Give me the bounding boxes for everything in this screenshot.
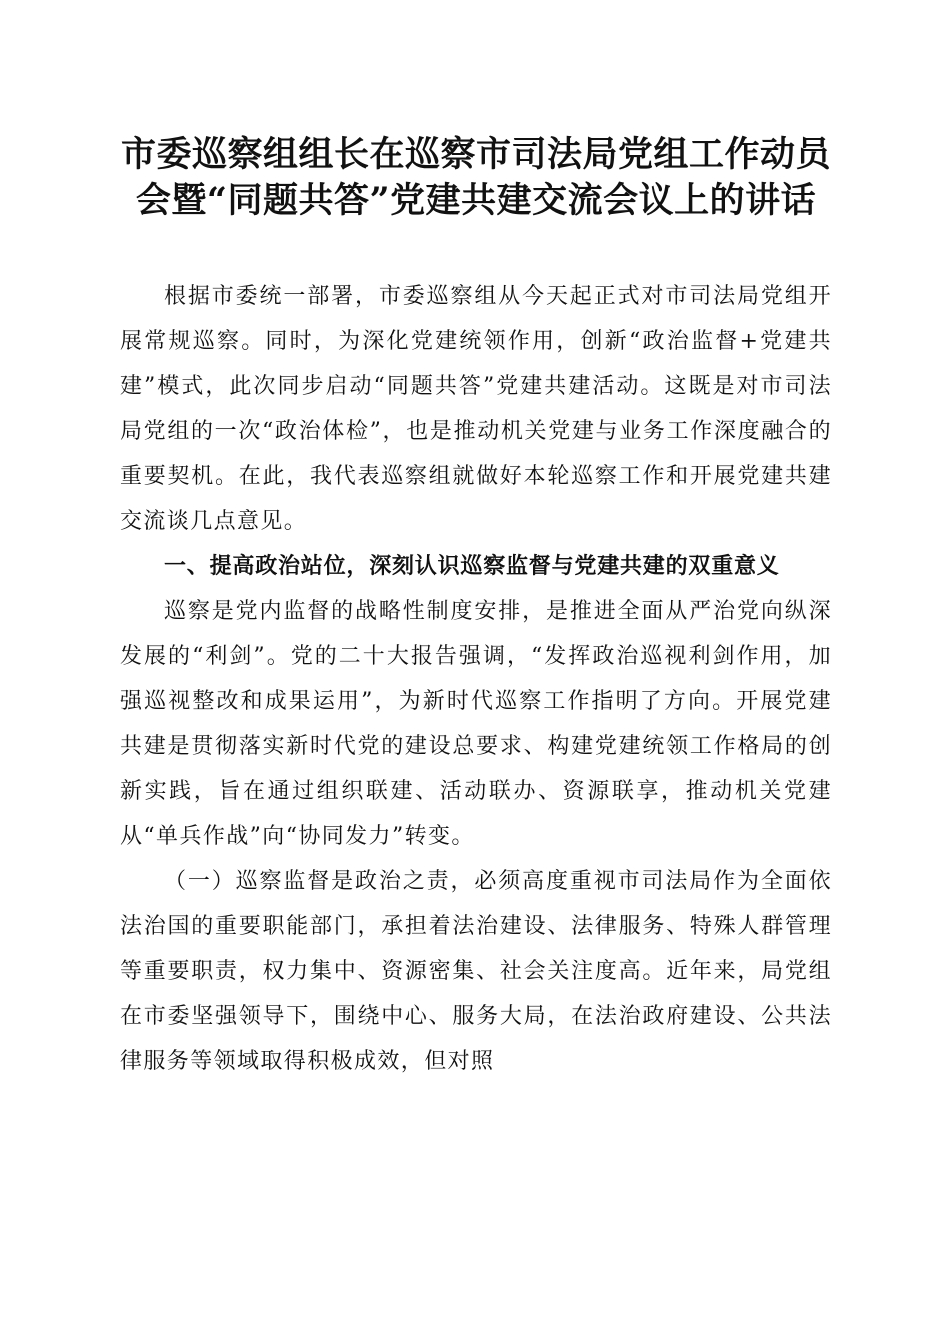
document-body bbox=[120, 274, 832, 1084]
subsection-1-paragraph: （一）巡察监督是政治之责，必须高度重视市司法局作为全面依法治国的重要职能部门，承担着法治建设、法律服务、特殊人群管理等重要职责，权力集中、资源密集、社会关注度高。近年来，局党组在市委坚强领导下，围绕中心、服务大局，在法治政府建设、公共法律服务等领域取得积极成效，但对照 bbox=[120, 869, 832, 1074]
intro-paragraph: 根据市委统一部署，市委巡察组从今天起正式对市司法局党组开展常规巡察。同时，为深化党建统领作用，创新“政治监督+党建共建”模式，此次同步启动“同题共答”党建共建活动。这既是对市司法局党组的一次“政治体检”，也是推动机关党建与业务工作深度融合的重要契机。在此，我代表巡察组就做好本轮巡察工作和开展党建共建交流谈几点意见。 bbox=[120, 284, 832, 534]
section-1-paragraph: 巡察是党内监督的战略性制度安排，是推进全面从严治党向纵深发展的“利剑”。党的二十大报告强调，“发挥政治巡视利剑作用，加强巡视整改和成果运用”，为新时代巡察工作指明了方向。开展党建共建是贯彻落实新时代党的建设总要求、构建党建统领工作格局的创新实践，旨在通过组织联建、活动联办、资源联享，推动机关党建从“单兵作战”向“协同发力”转变。 bbox=[120, 599, 832, 849]
document-title: 市委巡察组组长在巡察市司法局党组工作动员会暨“同题共答”党建共建交流会议上的讲话 bbox=[120, 134, 831, 221]
section-heading-1: 一、提高政治站位，深刻认识巡察监督与党建共建的双重意义 bbox=[164, 554, 780, 579]
document-page bbox=[120, 132, 832, 1084]
